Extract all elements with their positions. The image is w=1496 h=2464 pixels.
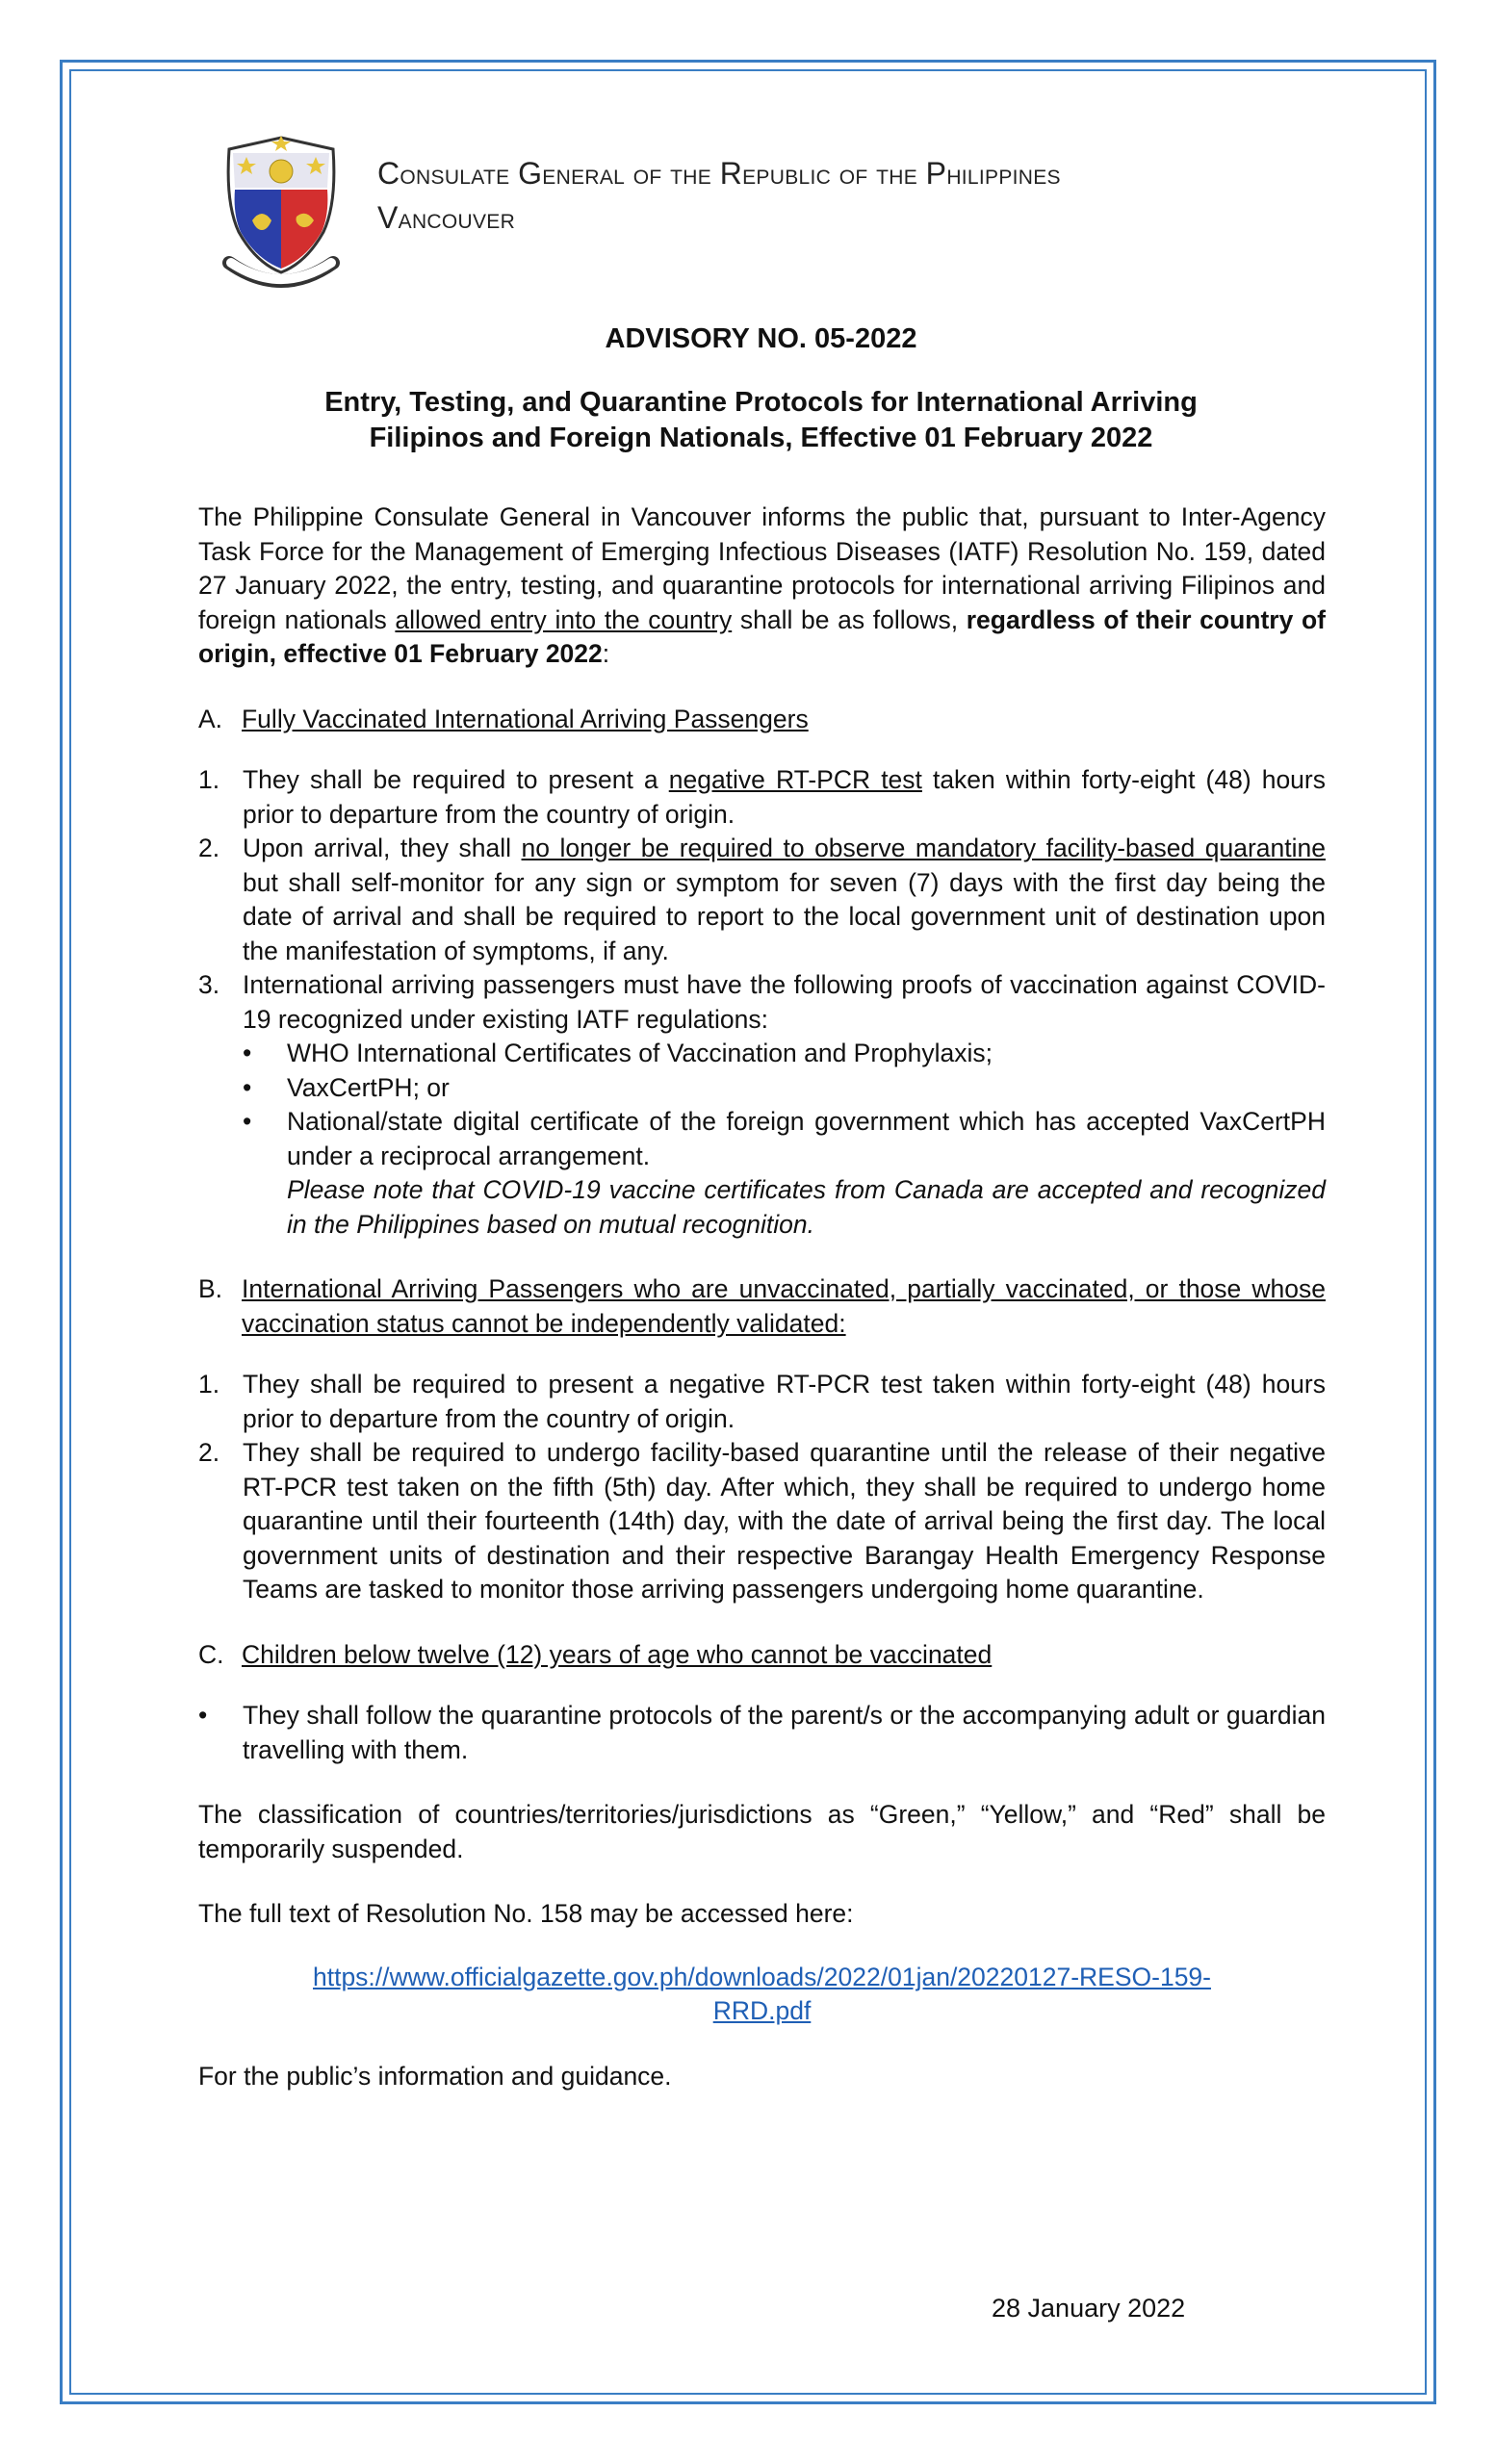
advisory-title-line1: Entry, Testing, and Quarantine Protocols for International Arriving (324, 387, 1198, 418)
list-item: 2. They shall be required to undergo facility-based quarantine until the release of their negative RT-PCR test taken on the fifth (5th) day. After which, they shall be required to undergo home quarantine until their fourteenth (14th) day, with the date of arrival being the first day. The local government units of destination and their respective Barangay Health Emergency Response Teams are tasked to monitor those arriving passengers undergoing home quarantine. (198, 1438, 1326, 1604)
list-item: 2. Upon arrival, they shall no longer be required to observe mandatory facility-based quarantine but shall self-monitor for any sign or symptom for seven (7) days with the first day being the date of arrival and shall be required to report to the local government unit of destination upon the manifestation of symptoms, if any. (198, 834, 1326, 965)
bullet-item: • VaxCertPH; or (243, 1072, 450, 1102)
resolution-paragraph: The full text of Resolution No. 158 may be accessed here: (198, 1899, 854, 1928)
section-c-heading: C. Children below twelve (12) years of age who cannot be vaccinated (198, 1639, 993, 1669)
advisory-title-line2: Filipinos and Foreign Nationals, Effective 01 February 2022 (369, 423, 1153, 453)
section-b-list (198, 1368, 1326, 1607)
classification-paragraph: The classification of countries/territories/jurisdictions as “Green,” “Yellow,” and “Red” shall be temporarily suspended. (198, 1800, 1326, 1863)
advisory-title (196, 385, 1326, 456)
section-a-heading: A. Fully Vaccinated International Arriving Passengers (198, 704, 809, 733)
intro-paragraph: The Philippine Consulate General in Vancouver informs the public that, pursuant to Inter-Agency Task Force for the Management of Emerging Infectious Diseases (IATF) Resolution No. 159, dated 27 January 2022, the entry, testing, and quarantine protocols for international arriving Filipinos and foreign nationals allowed entry into the country shall be as follows, regardless of their country of origin, effective 01 February 2022: (198, 502, 1326, 668)
bullet-item: • WHO International Certificates of Vaccination and Prophylaxis; (243, 1039, 993, 1067)
bullet-item: • National/state digital certificate of the foreign government which has accepted VaxCertPH under a reciprocal arrangement. Please note that COVID-19 vaccine certificates from Canada are accepted and recognized in the Philippines based on mutual recognition. (243, 1107, 1326, 1239)
list-item: 3. International arriving passengers must have the following proofs of vaccination against COVID-19 recognized under existing IATF regulations: • WHO International Certificates of Vaccination and Prophylaxis; • VaxCertPH; or • National/state digital certificate of the foreign government which has accepted VaxCertPH under a reciprocal arrangement. Please note that COVID-19 vaccine certificates from Canada are accepted and recognized in the Philippines based on mutual recognition. (198, 968, 1326, 1242)
advisory-body (198, 500, 1326, 2093)
advisory-date: 28 January 2022 (992, 2294, 1186, 2323)
canada-certificate-note: Please note that COVID-19 vaccine certificates from Canada are accepted and recognized in the Philippines based on mutual recognition. (287, 1175, 1326, 1239)
section-c-list (198, 1699, 1326, 1767)
consulate-name-line1: Consulate General of the Republic of the Philippines (377, 156, 1061, 191)
advisory-number: ADVISORY NO. 05-2022 (605, 323, 917, 354)
philippine-seal-logo (210, 128, 352, 294)
vaccination-proof-list (243, 1037, 1326, 1242)
section-a-list (198, 763, 1326, 1242)
consulate-header (377, 152, 1061, 241)
list-item: 1. They shall be required to present a negative RT-PCR test taken within forty-eight (48) hours prior to departure from the country of origin. (198, 765, 1326, 829)
resolution-link[interactable]: https://www.officialgazette.gov.ph/downloads/2022/01jan/20220127-RESO-159- RRD.pdf (312, 1962, 1211, 2025)
section-b-heading: B. International Arriving Passengers who are unvaccinated, partially vaccinated, or those whose vaccination status cannot be independently validated: (198, 1274, 1326, 1338)
list-item: 1. They shall be required to present a negative RT-PCR test taken within forty-eight (48) hours prior to departure from the country of origin. (198, 1370, 1326, 1433)
bullet-item: • They shall follow the quarantine protocols of the parent/s or the accompanying adult or guardian travelling with them. (198, 1701, 1326, 1764)
consulate-name-line2: Vancouver (377, 200, 516, 235)
closing-paragraph: For the public’s information and guidance. (198, 2061, 672, 2091)
